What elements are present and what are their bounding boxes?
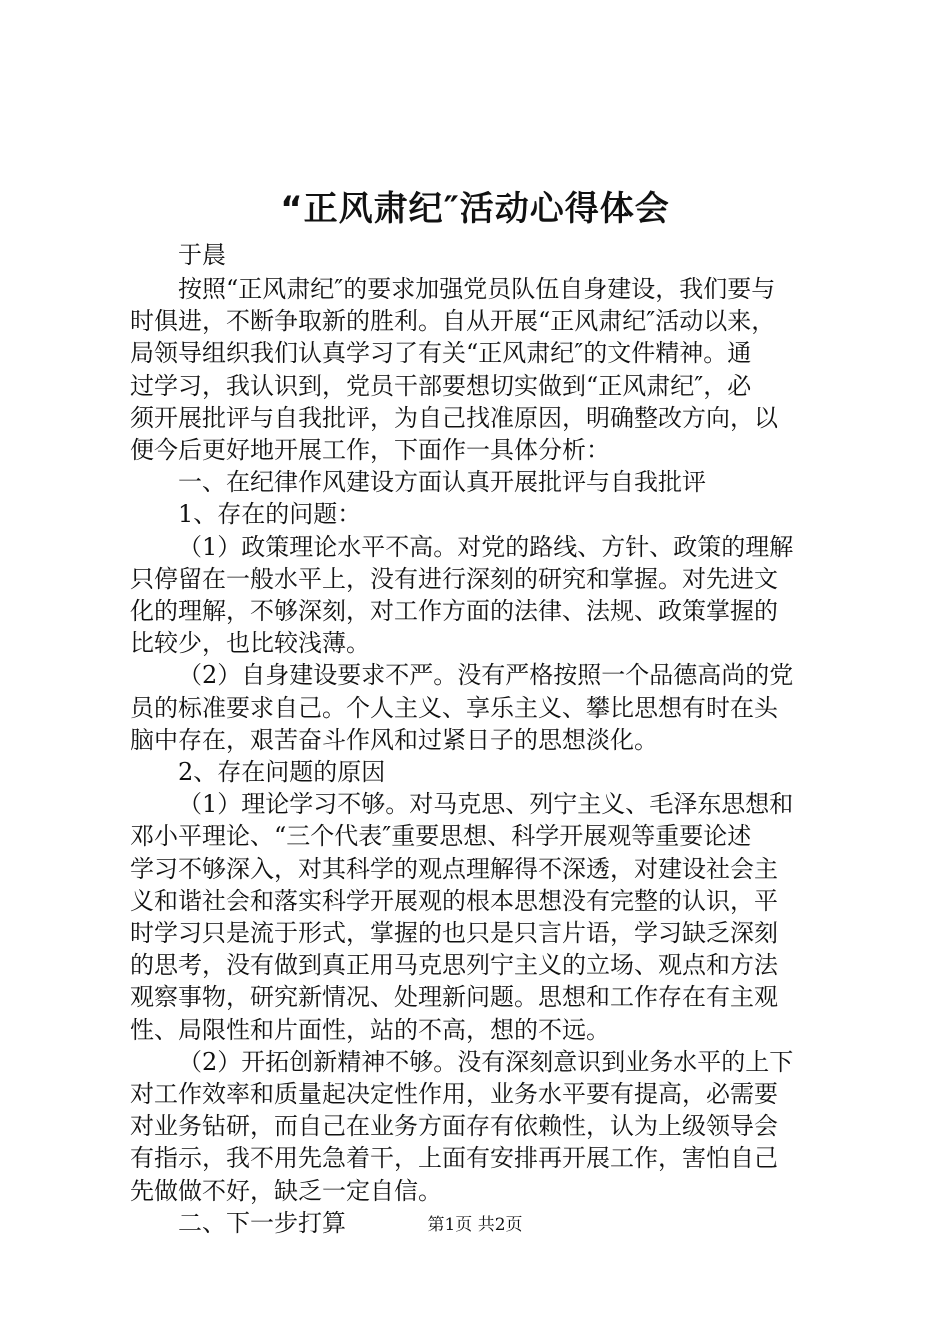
paragraph-line: 学习不够深入，对其科学的观点理解得不深透，对建设社会主 xyxy=(130,854,778,883)
paragraph-line: 邓小平理论、“三个代表″重要思想、科学开展观等重要论述 xyxy=(130,822,752,851)
document-title: “正风肃纪″活动心得体会 xyxy=(280,189,670,229)
paragraph-line: 时俱进，不断争取新的胜利。自从开展“正风肃纪″活动以来， xyxy=(130,307,776,336)
paragraph-line: 时学习只是流于形式，掌握的也只是只言片语，学习缺乏深刻 xyxy=(130,919,778,947)
paragraph-line: 先做做不好，缺乏一定自信。 xyxy=(130,1176,442,1205)
paragraph-line: 过学习，我认识到，党员干部要想切实做到“正风肃纪″，必 xyxy=(130,371,752,400)
paragraph-line: （2）开拓创新精神不够。没有深刻意识到业务水平的上下 xyxy=(178,1047,794,1076)
paragraph-line: 观察事物，研究新情况、处理新问题。思想和工作存在有主观 xyxy=(130,983,778,1012)
paragraph-line: 按照“正风肃纪″的要求加强党员队伍自身建设，我们要与 xyxy=(178,275,776,303)
paragraph-line: 脑中存在，艰苦奋斗作风和过紧日子的思想淡化。 xyxy=(130,725,658,754)
paragraph-line: 便今后更好地开展工作，下面作一具体分析： xyxy=(130,436,610,464)
paragraph-line: 义和谐社会和落实科学开展观的根本思想没有完整的认识，平 xyxy=(130,886,778,915)
paragraph-line: 2、存在问题的原因 xyxy=(178,758,386,786)
paragraph-line: 二、下一步打算 xyxy=(178,1208,346,1237)
paragraph-line: （1）政策理论水平不高。对党的路线、方针、政策的理解 xyxy=(178,532,794,561)
paragraph-line: 对业务钻研，而自己在业务方面存有依赖性，认为上级领导会 xyxy=(130,1112,778,1141)
paragraph-line: 有指示，我不用先急着干，上面有安排再开展工作，害怕自己 xyxy=(130,1144,778,1173)
page-footer: 第1页 共2页 xyxy=(427,1215,523,1235)
paragraph-line: 须开展批评与自我批评，为自己找准原因，明确整改方向，以 xyxy=(130,403,778,432)
paragraph-line: 一、在纪律作风建设方面认真开展批评与自我批评 xyxy=(178,468,706,497)
paragraph-line: 的思考，没有做到真正用马克思列宁主义的立场、观点和方法 xyxy=(130,951,778,980)
paragraph-line: 1、存在的问题： xyxy=(178,500,362,529)
paragraph-line: （2）自身建设要求不严。没有严格按照一个品德高尚的党 xyxy=(178,661,794,690)
paragraph-line: 只停留在一般水平上，没有进行深刻的研究和掌握。对先进文 xyxy=(130,564,778,593)
paragraph-line: 局领导组织我们认真学习了有关“正风肃纪″的文件精神。通 xyxy=(130,339,752,368)
author-line: 于晨 xyxy=(178,241,226,269)
paragraph-line: 员的标准要求自己。个人主义、享乐主义、攀比思想有时在头 xyxy=(130,693,778,722)
paragraph-line: 对工作效率和质量起决定性作用，业务水平要有提高，必需要 xyxy=(130,1080,778,1108)
paragraph-line: 化的理解，不够深刻，对工作方面的法律、法规、政策掌握的 xyxy=(130,597,778,625)
paragraph-line: 性、局限性和片面性，站的不高，想的不远。 xyxy=(130,1015,610,1044)
paragraph-line: （1）理论学习不够。对马克思、列宁主义、毛泽东思想和 xyxy=(178,790,794,819)
paragraph-line: 比较少，也比较浅薄。 xyxy=(130,629,370,658)
